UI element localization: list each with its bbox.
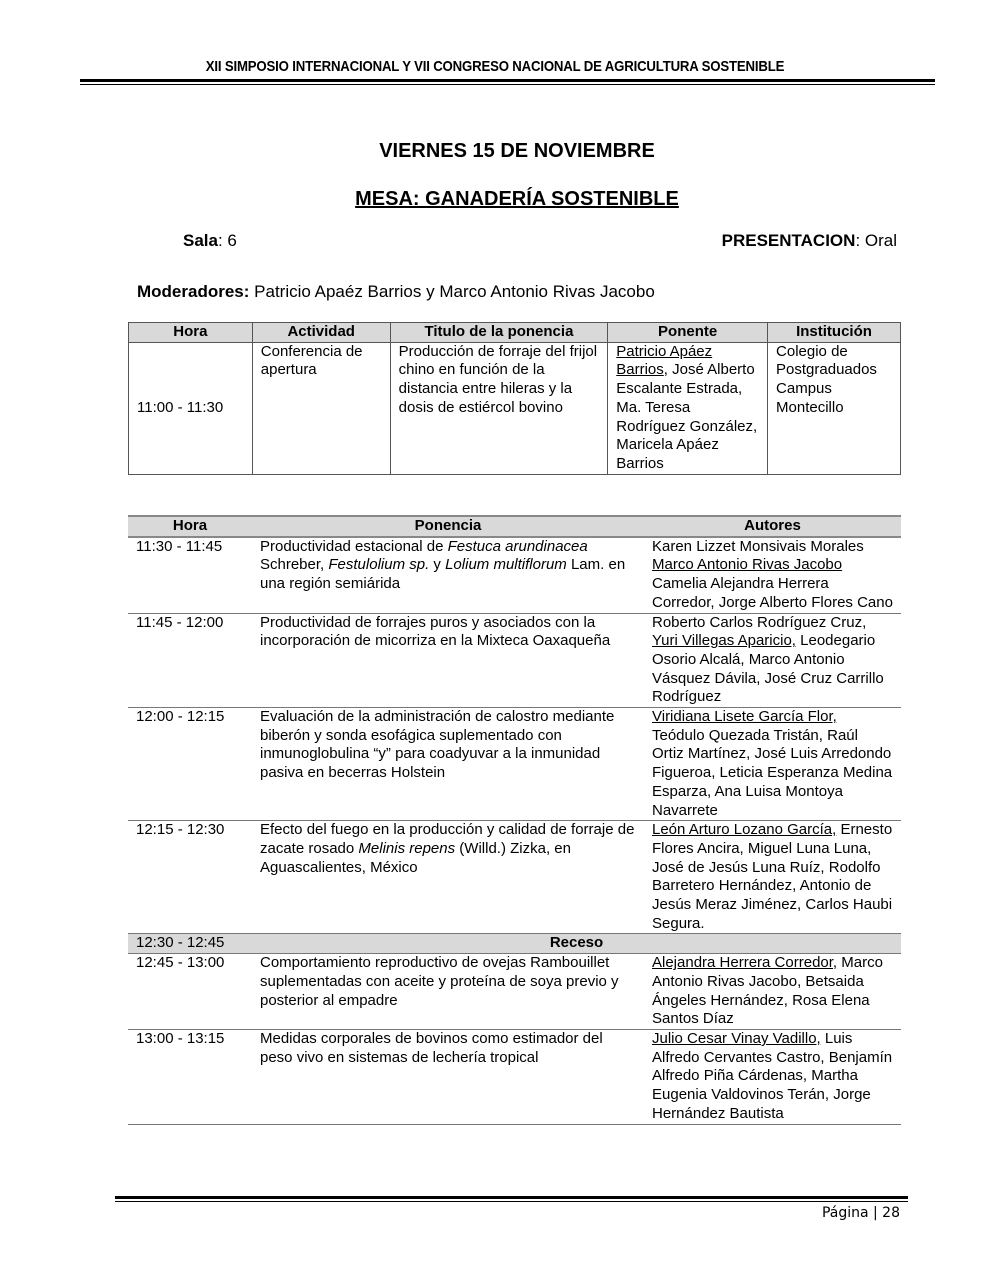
column-header: Ponencia <box>252 516 644 537</box>
header-rule <box>80 79 935 85</box>
text-segment: Lam. en una región semiárida <box>260 556 626 593</box>
presenter-name: Julio Cesar Vinay Vadillo, <box>652 1029 821 1047</box>
ponencia-cell <box>252 613 644 708</box>
autores-cell <box>644 954 901 1030</box>
autores-cell <box>644 708 901 821</box>
presenter-name: Alejandra Herrera Corredor, <box>652 954 838 972</box>
text-segment: Roberto Carlos Rodríguez Cruz, <box>652 613 867 631</box>
column-header: Hora <box>128 516 252 537</box>
hora-cell: 12:15 - 12:30 <box>128 821 252 934</box>
table-row <box>129 342 901 474</box>
autores-cell <box>644 613 901 708</box>
ponencia-cell <box>252 1029 644 1124</box>
moderadores-info <box>137 282 655 302</box>
ponencia-cell <box>252 954 644 1030</box>
text-segment: Karen Lizzet Monsivais Morales <box>652 537 864 555</box>
sala-value: : 6 <box>217 231 237 250</box>
footer-rule <box>115 1196 908 1202</box>
moderadores-label: Moderadores: <box>137 282 250 301</box>
column-header: Titulo de la ponencia <box>390 323 608 343</box>
hora-cell: 12:45 - 13:00 <box>128 954 252 1030</box>
text-segment: y <box>429 556 446 574</box>
text-segment: , José Alberto Escalante Estrada, Ma. Teresa Rodríguez González, Maricela Apáez Barrios <box>616 361 758 472</box>
text-segment: Camelia Alejandra Herrera Corredor, Jorge Alberto Flores Cano <box>652 575 893 611</box>
table-header-row <box>129 323 901 343</box>
column-header: Ponente <box>608 323 768 343</box>
institucion-cell: Colegio de Postgraduados Campus Montecillo <box>768 342 901 474</box>
sala-label: Sala <box>183 231 218 250</box>
opening-conference-table <box>128 322 901 475</box>
presentacion-info <box>722 231 897 251</box>
actividad-cell: Conferencia de apertura <box>252 342 390 474</box>
text-segment: (Willd.) Zizka, en Aguascalientes, México <box>260 839 571 876</box>
italic-text: Melinis repens <box>358 839 456 857</box>
table-row <box>128 954 901 1030</box>
moderadores-value: Patricio Apaéz Barrios y Marco Antonio Rivas Jacobo <box>249 282 655 301</box>
table-row <box>128 708 901 821</box>
page-number: Página | 28 <box>821 1205 900 1221</box>
text-segment: Comportamiento reproductivo de ovejas Rambouillet suplementadas con aceite y proteína de soya previo y posterior al empadre <box>260 954 619 1009</box>
ponencias-table <box>128 515 901 1125</box>
table-row <box>128 537 901 613</box>
text-segment: Luis Alfredo Cervantes Castro, Benjamín Alfredo Piña Cárdenas, Martha Eugenia Valdovinos Terán, Jorge Hernández Bautista <box>652 1029 893 1122</box>
text-segment: Schreber, <box>260 556 329 574</box>
column-header: Actividad <box>252 323 390 343</box>
table-row <box>128 821 901 934</box>
hora-cell: 11:45 - 12:00 <box>128 613 252 708</box>
day-heading: VIERNES 15 DE NOVIEMBRE <box>379 140 655 162</box>
presenter-name: Viridiana Lisete García Flor, <box>652 708 837 726</box>
mesa-heading: MESA: GANADERÍA SOSTENIBLE <box>355 188 679 210</box>
table-row <box>128 613 901 708</box>
presenter-name: Marco Antonio Rivas Jacobo <box>652 556 843 574</box>
table-row <box>128 1029 901 1124</box>
running-header: XII SIMPOSIO INTERNACIONAL Y VII CONGRESO NACIONAL DE AGRICULTURA SOSTENIBLE <box>205 58 785 75</box>
text-segment: Productividad de forrajes puros y asociados con la incorporación de micorriza en la Mixteca Oaxaqueña <box>260 613 611 650</box>
text-segment: Efecto del fuego en la producción y calidad de forraje de zacate rosado <box>260 821 635 857</box>
text-segment: Evaluación de la administración de calostro mediante biberón y sonda esofágica suplementado con inmunoglobulina “y” para coadyuvar a la inmunidad pasiva en becerras Holstein <box>260 708 615 782</box>
presentacion-value: : Oral <box>855 231 897 250</box>
column-header: Institución <box>768 323 901 343</box>
ponencia-cell <box>252 537 644 613</box>
hora-cell: 12:00 - 12:15 <box>128 708 252 821</box>
text-segment: Marco Antonio Rivas Jacobo, Betsaida Ángeles Hernández, Rosa Elena Santos Díaz <box>652 954 883 1028</box>
hora-cell: 11:00 - 11:30 <box>129 342 253 474</box>
text-segment: Medidas corporales de bovinos como estimador del peso vivo en sistemas de lechería tropical <box>260 1029 603 1066</box>
text-segment: Ernesto Flores Ancira, Miguel Luna Luna, José de Jesús Luna Ruíz, Rodolfo Barretero Hernández, Antonio de Jesús Meraz Jiménez, Carlos Haubi Segura. <box>652 821 893 932</box>
titulo-cell: Producción de forraje del frijol chino en función de la distancia entre hileras y la dosis de estiércol bovino <box>390 342 608 474</box>
column-header: Autores <box>644 516 901 537</box>
sala-info <box>183 231 237 251</box>
hora-cell: 13:00 - 13:15 <box>128 1029 252 1124</box>
text-segment: Leodegario Osorio Alcalá, Marco Antonio Vásquez Dávila, José Cruz Carrillo Rodríguez <box>652 632 884 706</box>
presenter-name: León Arturo Lozano García, <box>652 821 837 839</box>
ponencia-cell <box>252 821 644 934</box>
table-header-row <box>128 516 901 537</box>
hora-cell: 11:30 - 11:45 <box>128 537 252 613</box>
column-header: Hora <box>129 323 253 343</box>
autores-cell <box>644 537 901 613</box>
text-segment: Productividad estacional de <box>260 537 448 555</box>
autores-cell <box>644 1029 901 1124</box>
ponente-cell <box>608 342 768 474</box>
autores-cell <box>644 821 901 934</box>
presenter-name: Patricio Apáez Barrios <box>616 342 713 379</box>
italic-text: Lolium multiflorum <box>445 556 567 574</box>
ponencia-cell <box>252 708 644 821</box>
text-segment: Teódulo Quezada Tristán, Raúl Ortiz Martínez, José Luis Arredondo Figueroa, Leticia Esperanza Medina Esparza, Ana Luisa Montoya Navarrete <box>652 726 893 819</box>
receso-row <box>128 934 901 954</box>
hora-cell: 12:30 - 12:45 <box>128 934 252 954</box>
presenter-name: Yuri Villegas Aparicio, <box>652 632 796 650</box>
receso-cell: Receso <box>252 934 901 954</box>
italic-text: Festuca arundinacea <box>447 537 588 555</box>
italic-text: Festulolium sp. <box>328 556 430 574</box>
presentacion-label: PRESENTACION <box>721 231 856 250</box>
